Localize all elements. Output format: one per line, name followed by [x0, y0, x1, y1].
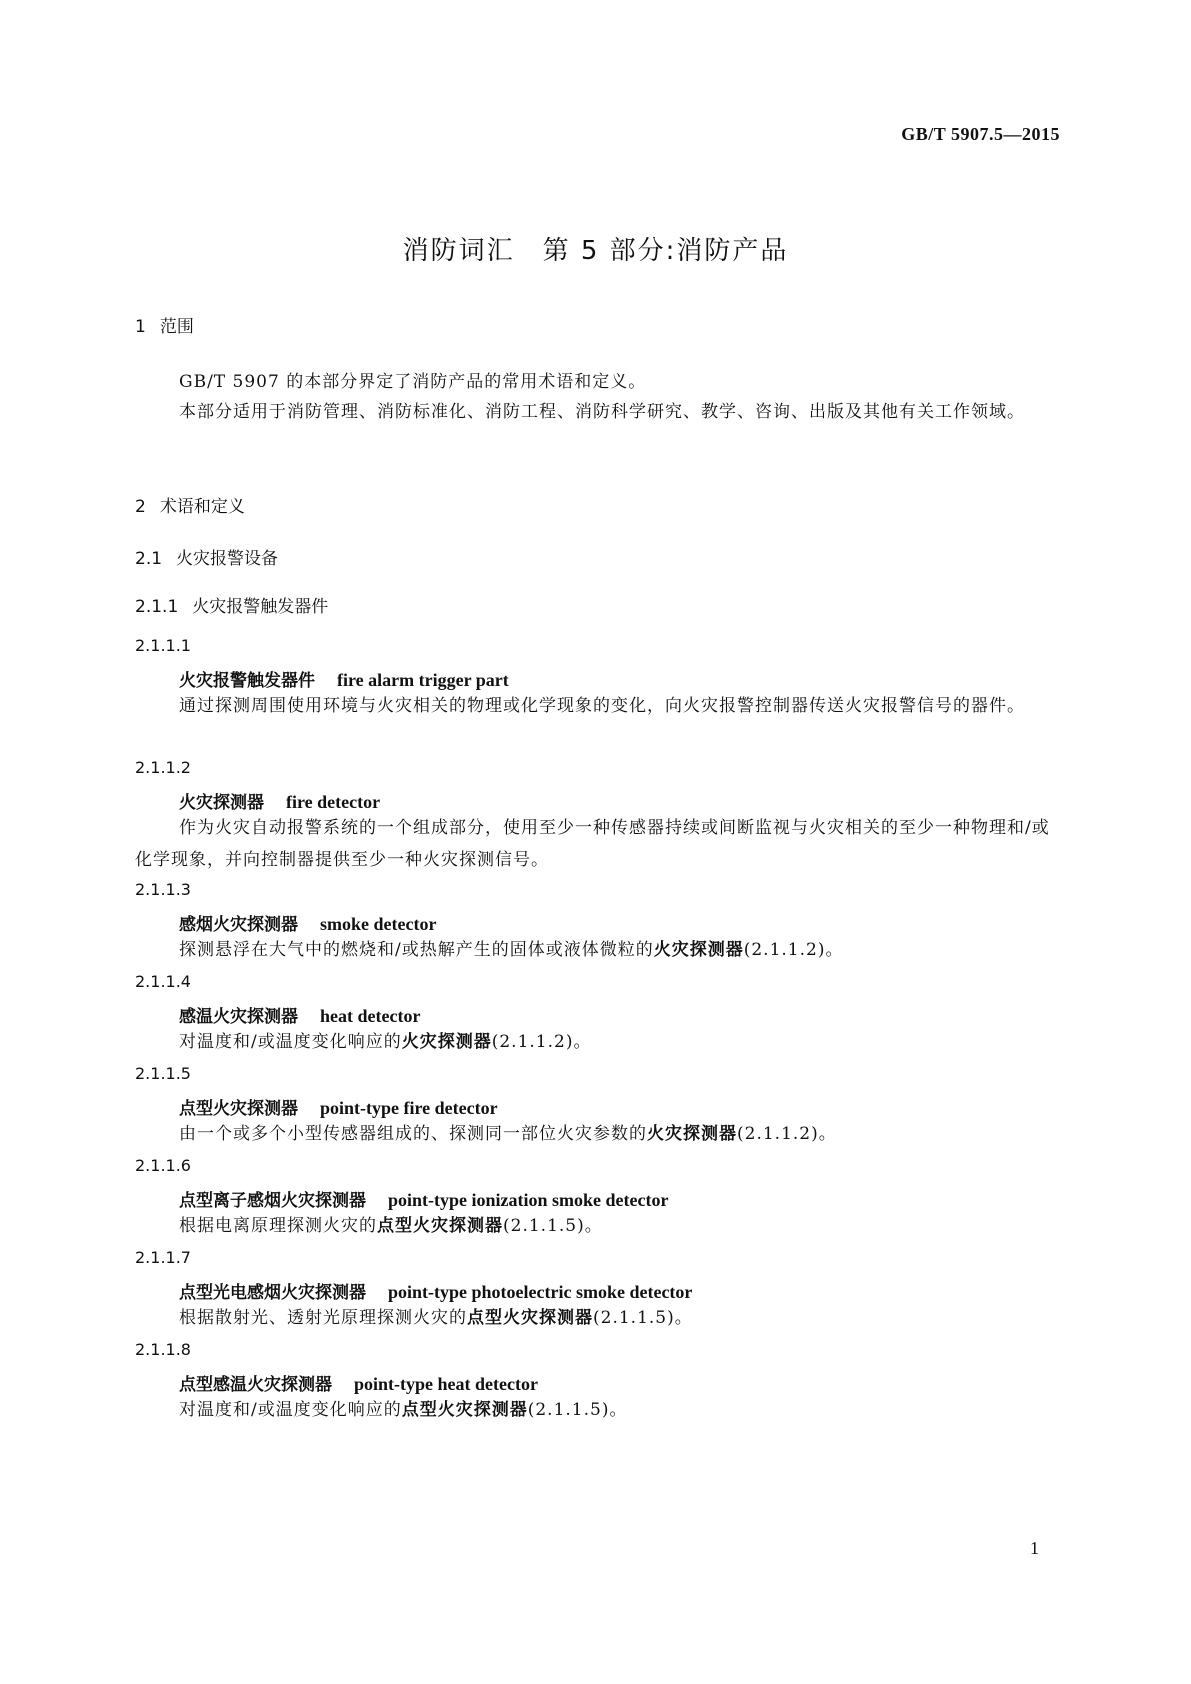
definition-text: 对温度和/或温度变化响应的 — [179, 1400, 402, 1420]
section-number: 2.1 — [135, 549, 163, 569]
term-name — [179, 666, 509, 691]
cross-reference-number: (2.1.1.2)。 — [743, 940, 844, 960]
term-name-en: point-type fire detector — [320, 1098, 498, 1118]
section-2-1-1-heading — [135, 592, 328, 617]
section-title: 术语和定义 — [159, 497, 245, 517]
section-number: 2.1.1 — [135, 597, 179, 617]
term-definition — [135, 934, 1060, 966]
scope-paragraph-2 — [135, 396, 1060, 428]
term-name-en: smoke detector — [320, 914, 437, 934]
section-1-heading — [135, 312, 194, 337]
term-number: 2.1.1.1 — [135, 636, 191, 655]
section-number: 1 — [135, 317, 146, 337]
term-definition — [135, 1026, 1060, 1058]
term-name — [179, 1370, 538, 1395]
term-definition — [135, 1118, 1060, 1150]
term-number: 2.1.1.8 — [135, 1340, 191, 1359]
cross-reference-term: 点型火灾探测器 — [377, 1216, 503, 1236]
term-definition — [135, 1302, 1060, 1334]
cross-reference-number: (2.1.1.5)。 — [527, 1400, 628, 1420]
term-number: 2.1.1.7 — [135, 1248, 191, 1267]
definition-text: 作为火灾自动报警系统的一个组成部分，使用至少一种传感器持续或间断监视与火灾相关的至少一种物理和/或化学现象，并向控制器提供至少一种火灾探测信号。 — [135, 818, 1050, 870]
definition-text: 根据电离原理探测火灾的 — [179, 1216, 377, 1236]
definition-text: 通过探测周围使用环境与火灾相关的物理或化学现象的变化，向火灾报警控制器传送火灾报警信号的器件。 — [179, 696, 1025, 716]
scope-paragraph-1 — [135, 366, 1060, 398]
definition-text: 根据散射光、透射光原理探测火灾的 — [179, 1308, 467, 1328]
cross-reference-term: 点型火灾探测器 — [467, 1308, 593, 1328]
term-definition — [135, 690, 1060, 722]
section-title: 范围 — [159, 317, 194, 337]
term-name — [179, 910, 436, 935]
section-2-heading — [135, 492, 245, 517]
term-definition — [135, 1210, 1060, 1242]
term-name-zh: 点型感温火灾探测器 — [179, 1375, 332, 1395]
term-name-zh: 点型火灾探测器 — [179, 1099, 298, 1119]
term-name-zh: 感温火灾探测器 — [179, 1007, 298, 1027]
term-definition — [135, 812, 1060, 876]
paragraph-text: GB/T 5907 的本部分界定了消防产品的常用术语和定义。 — [179, 372, 647, 392]
definition-text: 由一个或多个小型传感器组成的、探测同一部位火灾参数的 — [179, 1124, 647, 1144]
cross-reference-term: 火灾探测器 — [647, 1124, 737, 1144]
term-number: 2.1.1.2 — [135, 758, 191, 777]
section-number: 2 — [135, 497, 146, 517]
section-title: 火灾报警设备 — [176, 549, 279, 569]
cross-reference-term: 火灾探测器 — [401, 1032, 492, 1052]
section-title: 火灾报警触发器件 — [192, 597, 329, 617]
term-name-zh: 点型离子感烟火灾探测器 — [179, 1191, 366, 1211]
term-name-en: point-type photoelectric smoke detector — [388, 1282, 693, 1302]
definition-text: 探测悬浮在大气中的燃烧和/或热解产生的固体或液体微粒的 — [179, 940, 654, 960]
term-name-en: fire detector — [286, 792, 381, 812]
term-name — [179, 1094, 498, 1119]
term-name — [179, 788, 380, 813]
term-name-en: heat detector — [320, 1006, 421, 1026]
cross-reference-number: (2.1.1.2)。 — [737, 1124, 837, 1144]
cross-reference-term: 点型火灾探测器 — [401, 1400, 528, 1420]
document-title: 消防词汇 第 5 部分:消防产品 — [402, 236, 789, 266]
term-name — [179, 1278, 692, 1303]
term-name-zh: 火灾报警触发器件 — [179, 671, 315, 691]
term-name-zh: 火灾探测器 — [179, 793, 264, 813]
term-number: 2.1.1.4 — [135, 972, 191, 991]
cross-reference-number: (2.1.1.5)。 — [593, 1308, 693, 1328]
cross-reference-number: (2.1.1.2)。 — [491, 1032, 592, 1052]
term-number: 2.1.1.6 — [135, 1156, 191, 1175]
term-number: 2.1.1.3 — [135, 880, 191, 899]
cross-reference-term: 火灾探测器 — [653, 940, 744, 960]
term-number: 2.1.1.5 — [135, 1064, 191, 1083]
term-name — [179, 1002, 420, 1027]
page-number: 1 — [1030, 1538, 1039, 1558]
cross-reference-number: (2.1.1.5)。 — [503, 1216, 603, 1236]
definition-text: 对温度和/或温度变化响应的 — [179, 1032, 402, 1052]
term-name-en: point-type ionization smoke detector — [388, 1190, 669, 1210]
term-name — [179, 1186, 668, 1211]
term-name-en: fire alarm trigger part — [337, 670, 509, 690]
paragraph-text: 本部分适用于消防管理、消防标准化、消防工程、消防科学研究、教学、咨询、出版及其他有关工作领域。 — [179, 402, 1025, 422]
section-2-1-heading — [135, 544, 278, 569]
term-definition — [135, 1394, 1060, 1426]
term-name-en: point-type heat detector — [354, 1374, 538, 1394]
term-name-zh: 感烟火灾探测器 — [179, 915, 298, 935]
term-name-zh: 点型光电感烟火灾探测器 — [179, 1283, 366, 1303]
standard-number: GB/T 5907.5—2015 — [901, 124, 1060, 144]
